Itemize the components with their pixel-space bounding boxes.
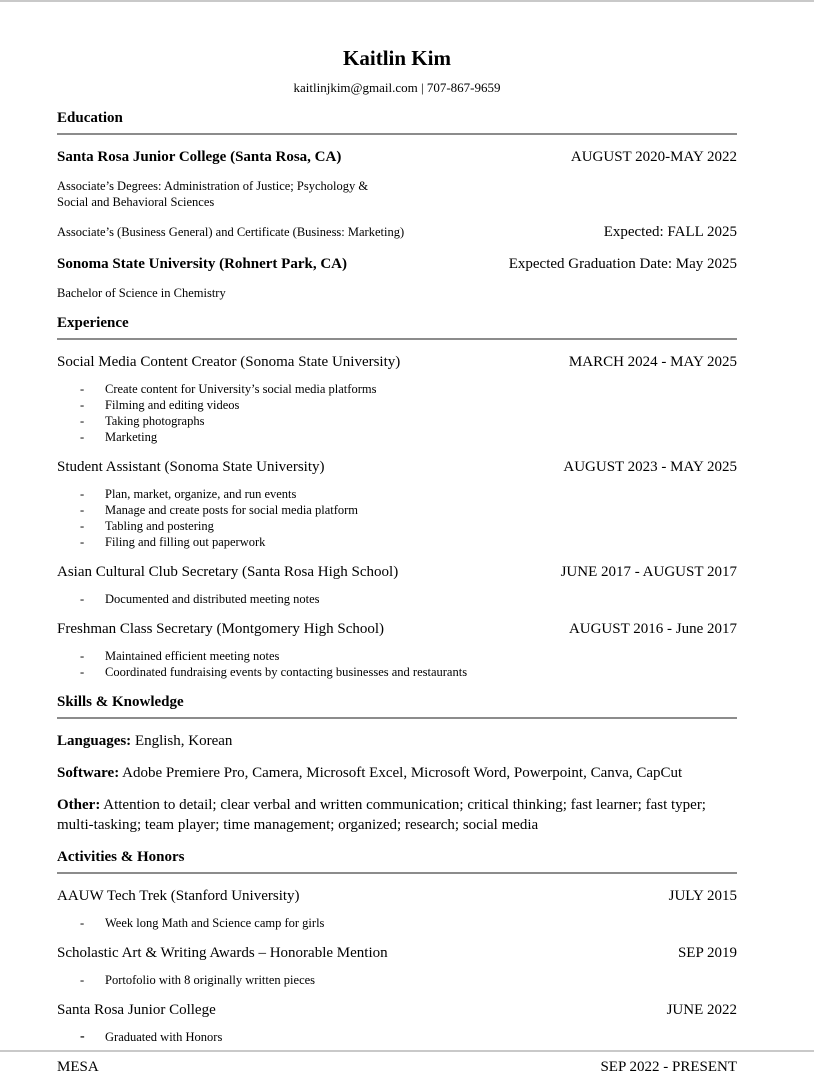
- bullet-text: Manage and create posts for social media platform: [105, 503, 359, 517]
- bullet-item: [57, 591, 737, 607]
- bullet-dash: -: [80, 649, 85, 663]
- bullet-item: [57, 972, 737, 988]
- section-divider: [57, 338, 737, 340]
- job-bullets: [57, 591, 737, 607]
- bullet-item: [57, 518, 737, 534]
- degree-note: Associate’s (Business General) and Certificate (Business: Marketing): [57, 225, 405, 239]
- activity-bullets: [57, 915, 737, 931]
- bullet-dash: -: [80, 382, 85, 396]
- skill-row-other: [57, 795, 737, 835]
- school-name: Sonoma State University (Rohnert Park, CA): [57, 256, 347, 272]
- job-bullets: [57, 648, 737, 680]
- activity-entry: [57, 1001, 737, 1020]
- skill-text: Attention to detail; clear verbal and written communication; critical thinking; fast learner; fast typer; multi-tasking; team player; time management; organized; research; social media: [57, 797, 706, 833]
- bullet-item: [57, 413, 737, 429]
- bullet-dash: -: [80, 665, 85, 679]
- school-name: Santa Rosa Junior College (Santa Rosa, CA): [57, 149, 342, 165]
- job-entry: [57, 353, 737, 372]
- activity-entry: [57, 887, 737, 906]
- contact-line: kaitlinjkim@gmail.com | 707-867-9659: [293, 80, 501, 95]
- bullet-text: Taking photographs: [105, 414, 205, 428]
- bullet-item: [57, 429, 737, 445]
- bullet-item: [57, 534, 737, 550]
- date-range: Expected Graduation Date: May 2025: [508, 256, 737, 272]
- bullet-text: Maintained efficient meeting notes: [105, 649, 280, 663]
- bullet-dash: -: [80, 973, 85, 987]
- resume-name: Kaitlin Kim: [343, 46, 451, 70]
- bullet-text: Tabling and postering: [105, 519, 214, 533]
- bullet-item: [57, 648, 737, 664]
- job-bullets: [57, 381, 737, 445]
- job-entry: [57, 620, 737, 639]
- section-heading-experience: Experience: [57, 315, 129, 331]
- bullet-dash: -: [80, 503, 85, 517]
- job-bullets: [57, 486, 737, 550]
- education-entry: [57, 148, 737, 167]
- bullet-text: Portofolio with 8 originally written pieces: [105, 973, 316, 987]
- skill-text: Adobe Premiere Pro, Camera, Microsoft Excel, Microsoft Word, Powerpoint, Canva, CapCut: [122, 765, 683, 781]
- section-divider: [57, 872, 737, 874]
- activity-title: Santa Rosa Junior College: [57, 1002, 216, 1018]
- bullet-item: [57, 486, 737, 502]
- activity-bullets: [57, 972, 737, 988]
- job-entry: [57, 458, 737, 477]
- bullet-dash: -: [80, 487, 85, 501]
- bullet-dash: -: [80, 592, 85, 606]
- date-range: JUNE 2017 - AUGUST 2017: [560, 564, 737, 580]
- bullet-text: Documented and distributed meeting notes: [105, 592, 320, 606]
- bullet-item: [57, 502, 737, 518]
- activity-title: AAUW Tech Trek (Stanford University): [57, 888, 300, 904]
- date-range: SEP 2019: [677, 945, 737, 961]
- bullet-item: [57, 397, 737, 413]
- date-range: AUGUST 2023 - MAY 2025: [563, 459, 737, 475]
- degree-note-line: Social and Behavioral Sciences: [57, 195, 215, 209]
- section-heading-education: Education: [57, 110, 123, 126]
- date-range: JULY 2015: [668, 888, 737, 904]
- section-heading-skills: Skills & Knowledge: [57, 694, 184, 710]
- section-heading-activities: Activities & Honors: [57, 849, 185, 865]
- degree-note-line: Associate’s Degrees: Administration of Justice; Psychology &: [57, 179, 369, 193]
- activity-entry: [57, 1058, 737, 1077]
- bullet-dash: -: [80, 398, 85, 412]
- bullet-item: [57, 381, 737, 397]
- date-range: SEP 2022 - PRESENT: [600, 1059, 737, 1075]
- job-title: Student Assistant (Sonoma State University): [57, 459, 325, 475]
- job-title: Freshman Class Secretary (Montgomery High School): [57, 621, 385, 637]
- bullet-text: Week long Math and Science camp for girls: [105, 916, 325, 930]
- bullet-dash: -: [80, 414, 85, 428]
- bullet-item: [57, 915, 737, 931]
- bullet-dash: -: [80, 430, 85, 444]
- bullet-text: Coordinated fundraising events by contacting businesses and restaurants: [105, 665, 468, 679]
- date-range: Expected: FALL 2025: [603, 224, 737, 240]
- activity-title: MESA: [57, 1059, 99, 1075]
- bullet-dash: -: [80, 519, 85, 533]
- activity-bullets: [57, 1029, 737, 1045]
- skill-text: English, Korean: [134, 733, 233, 749]
- skill-label: Software:: [57, 765, 120, 781]
- degree-note: [57, 178, 737, 210]
- date-range: AUGUST 2016 - June 2017: [568, 621, 737, 637]
- activity-entry: [57, 944, 737, 963]
- bullet-dash: -: [80, 1029, 85, 1044]
- bullet-dash: -: [80, 535, 85, 549]
- date-range: JUNE 2022: [666, 1002, 737, 1018]
- bullet-text: Plan, market, organize, and run events: [105, 487, 297, 501]
- skill-row-software: [57, 763, 737, 783]
- bullet-dash: -: [80, 916, 85, 930]
- bullet-item: [57, 1029, 737, 1045]
- bullet-text: Graduated with Honors: [105, 1030, 223, 1044]
- skill-label: Languages:: [57, 733, 132, 749]
- date-range: MARCH 2024 - MAY 2025: [568, 354, 737, 370]
- education-entry: [57, 223, 737, 242]
- section-divider: [57, 717, 737, 719]
- degree-note: Bachelor of Science in Chemistry: [57, 286, 226, 300]
- bullet-text: Marketing: [105, 430, 158, 444]
- bullet-item: [57, 664, 737, 680]
- job-entry: [57, 563, 737, 582]
- job-title: Social Media Content Creator (Sonoma State University): [57, 354, 401, 370]
- bullet-text: Filming and editing videos: [105, 398, 240, 412]
- job-title: Asian Cultural Club Secretary (Santa Rosa High School): [57, 564, 399, 580]
- date-range: AUGUST 2020-MAY 2022: [570, 149, 737, 165]
- skill-label: Other:: [57, 797, 101, 813]
- section-divider: [57, 133, 737, 135]
- skill-row-languages: [57, 731, 737, 751]
- bullet-text: Filing and filling out paperwork: [105, 535, 266, 549]
- education-entry: [57, 255, 737, 274]
- activity-title: Scholastic Art & Writing Awards – Honorable Mention: [57, 945, 388, 961]
- bullet-text: Create content for University’s social media platforms: [105, 382, 377, 396]
